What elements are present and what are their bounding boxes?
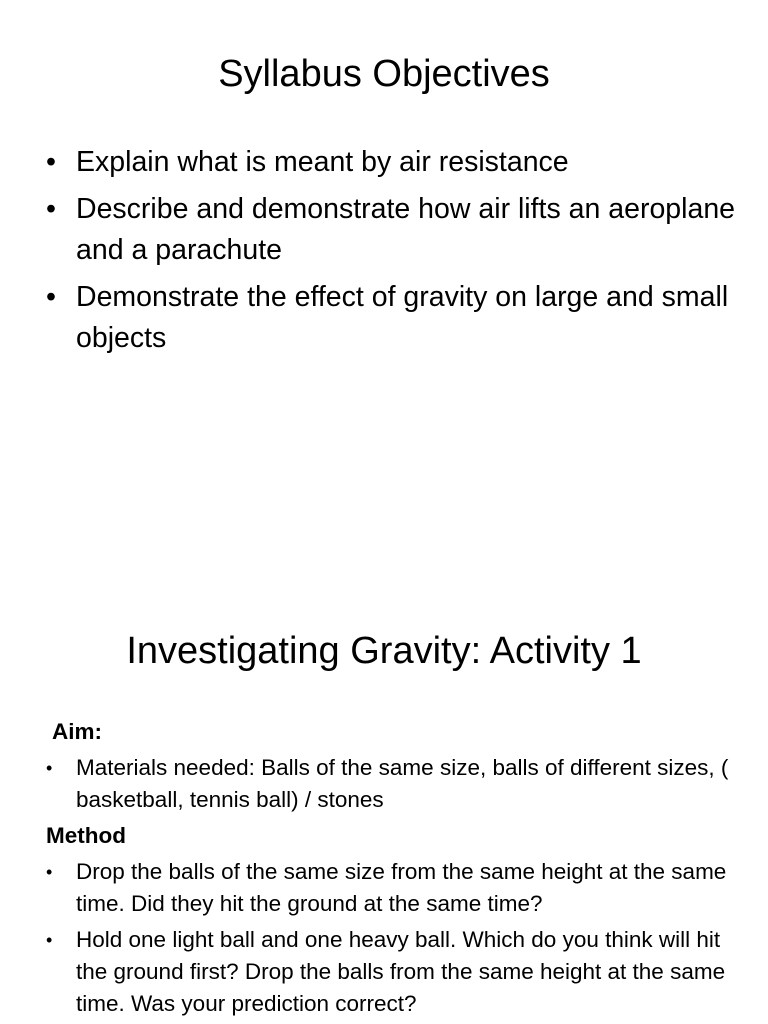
- bullet-icon: •: [46, 930, 53, 950]
- list-item-text: Explain what is meant by air resistance: [76, 146, 569, 178]
- activity-content: [46, 716, 736, 1024]
- list-item: [46, 924, 736, 1020]
- slide-title: Syllabus Objectives: [218, 53, 550, 95]
- aim-heading: Aim:: [52, 719, 102, 744]
- bullet-icon: •: [46, 862, 53, 882]
- method-heading: Method: [46, 823, 126, 848]
- list-item: [46, 142, 736, 183]
- list-item: [46, 189, 736, 271]
- list-item-text: Demonstrate the effect of gravity on large and small objects: [76, 281, 729, 354]
- objectives-list: [46, 142, 736, 365]
- bullet-icon: •: [46, 281, 56, 313]
- slide-title: Investigating Gravity: Activity 1: [126, 630, 642, 672]
- bullet-icon: •: [46, 146, 56, 178]
- list-item: [46, 277, 736, 359]
- slide-investigating-gravity: [0, 512, 768, 1024]
- method-list: [46, 856, 736, 1020]
- aim-list: [46, 752, 736, 816]
- list-item: [46, 856, 736, 920]
- list-item-text: Drop the balls of the same size from the same height at the same time. Did they hit the ground at the same time?: [76, 859, 727, 916]
- list-item-text: Materials needed: Balls of the same size, balls of different sizes, ( basketball, tennis ball) / stones: [76, 755, 729, 812]
- list-item-text: Hold one light ball and one heavy ball. Which do you think will hit the ground first? Drop the balls from the same height at the same time. Was your prediction correct?: [76, 927, 726, 1016]
- bullet-icon: •: [46, 758, 53, 778]
- list-item: [46, 752, 736, 816]
- list-item-text: Describe and demonstrate how air lifts an aeroplane and a parachute: [76, 193, 736, 266]
- bullet-icon: •: [46, 193, 56, 225]
